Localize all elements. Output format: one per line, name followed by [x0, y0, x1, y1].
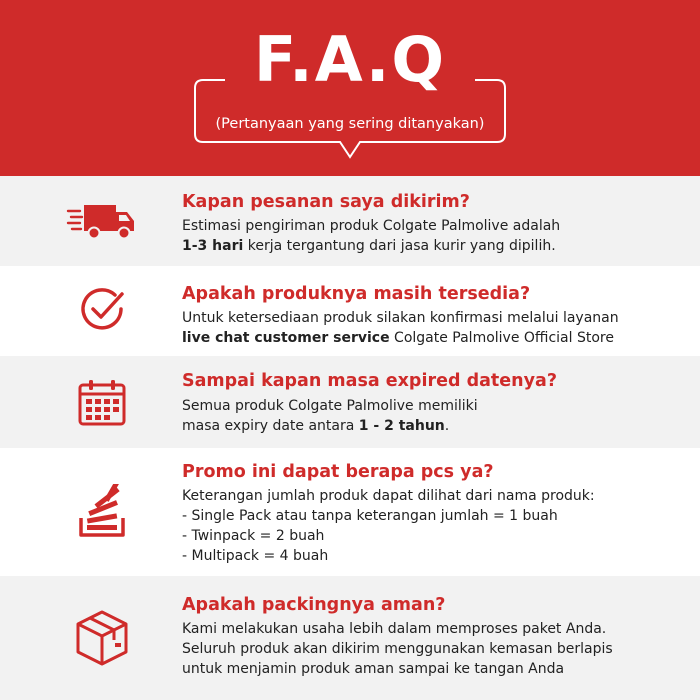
answer-rest: Colgate Palmolive Official Store [389, 330, 614, 346]
answer-line [182, 416, 690, 436]
question-title: Apakah packingnya aman? [182, 595, 446, 615]
answer-rest: kerja tergantung dari jasa kurir yang dipilih. [243, 238, 556, 254]
answer-pre: masa expiry date antara [182, 418, 359, 434]
delivery-truck-icon [64, 191, 140, 251]
answer-line: Kami melakukan usaha lebih dalam memproses paket Anda. [182, 621, 607, 637]
answer-bold: 1-3 hari [182, 238, 244, 254]
faq-item-packing [0, 576, 700, 700]
question-title: Promo ini dapat berapa pcs ya? [182, 462, 494, 482]
answer-line: Estimasi pengiriman produk Colgate Palmolive adalah [182, 218, 561, 234]
answer-text [182, 619, 690, 679]
answer-text [182, 486, 690, 566]
answer-text [182, 216, 690, 256]
answer-line: Keterangan jumlah produk dapat dilihat dari nama produk: [182, 488, 595, 504]
answer-line: Semua produk Colgate Palmolive memiliki [182, 398, 478, 414]
answer-line [182, 236, 690, 256]
answer-bold: live chat customer service [182, 330, 390, 346]
answer-line: Untuk ketersediaan produk silakan konfirmasi melalui layanan [182, 310, 619, 326]
page-subtitle: (Pertanyaan yang sering ditanyakan) [215, 116, 485, 132]
answer-text [182, 308, 690, 348]
answer-post: . [444, 418, 450, 434]
page-title: F.A.Q [253, 23, 447, 96]
answer-text [182, 396, 690, 436]
question-title: Sampai kapan masa expired datenya? [182, 371, 557, 391]
answer-line [182, 328, 690, 348]
package-box-icon [64, 604, 140, 670]
answer-line: - Multipack = 4 buah [182, 548, 329, 564]
question-title: Apakah produknya masih tersedia? [182, 284, 531, 304]
check-circle-icon [64, 280, 140, 340]
faq-item-expiry [0, 356, 700, 448]
stacked-items-icon [64, 480, 140, 544]
faq-item-availability [0, 266, 700, 356]
answer-line: untuk menjamin produk aman sampai ke tangan Anda [182, 661, 565, 677]
faq-header [0, 0, 700, 176]
calendar-icon [64, 372, 140, 432]
speech-bubble-outline [0, 0, 700, 176]
question-title: Kapan pesanan saya dikirim? [182, 192, 470, 212]
faq-item-delivery [0, 176, 700, 266]
faq-item-quantity [0, 448, 700, 576]
answer-line: - Twinpack = 2 buah [182, 528, 325, 544]
answer-line: Seluruh produk akan dikirim menggunakan kemasan berlapis [182, 641, 613, 657]
answer-line: - Single Pack atau tanpa keterangan jumlah = 1 buah [182, 508, 558, 524]
answer-bold: 1 - 2 tahun [358, 418, 445, 434]
